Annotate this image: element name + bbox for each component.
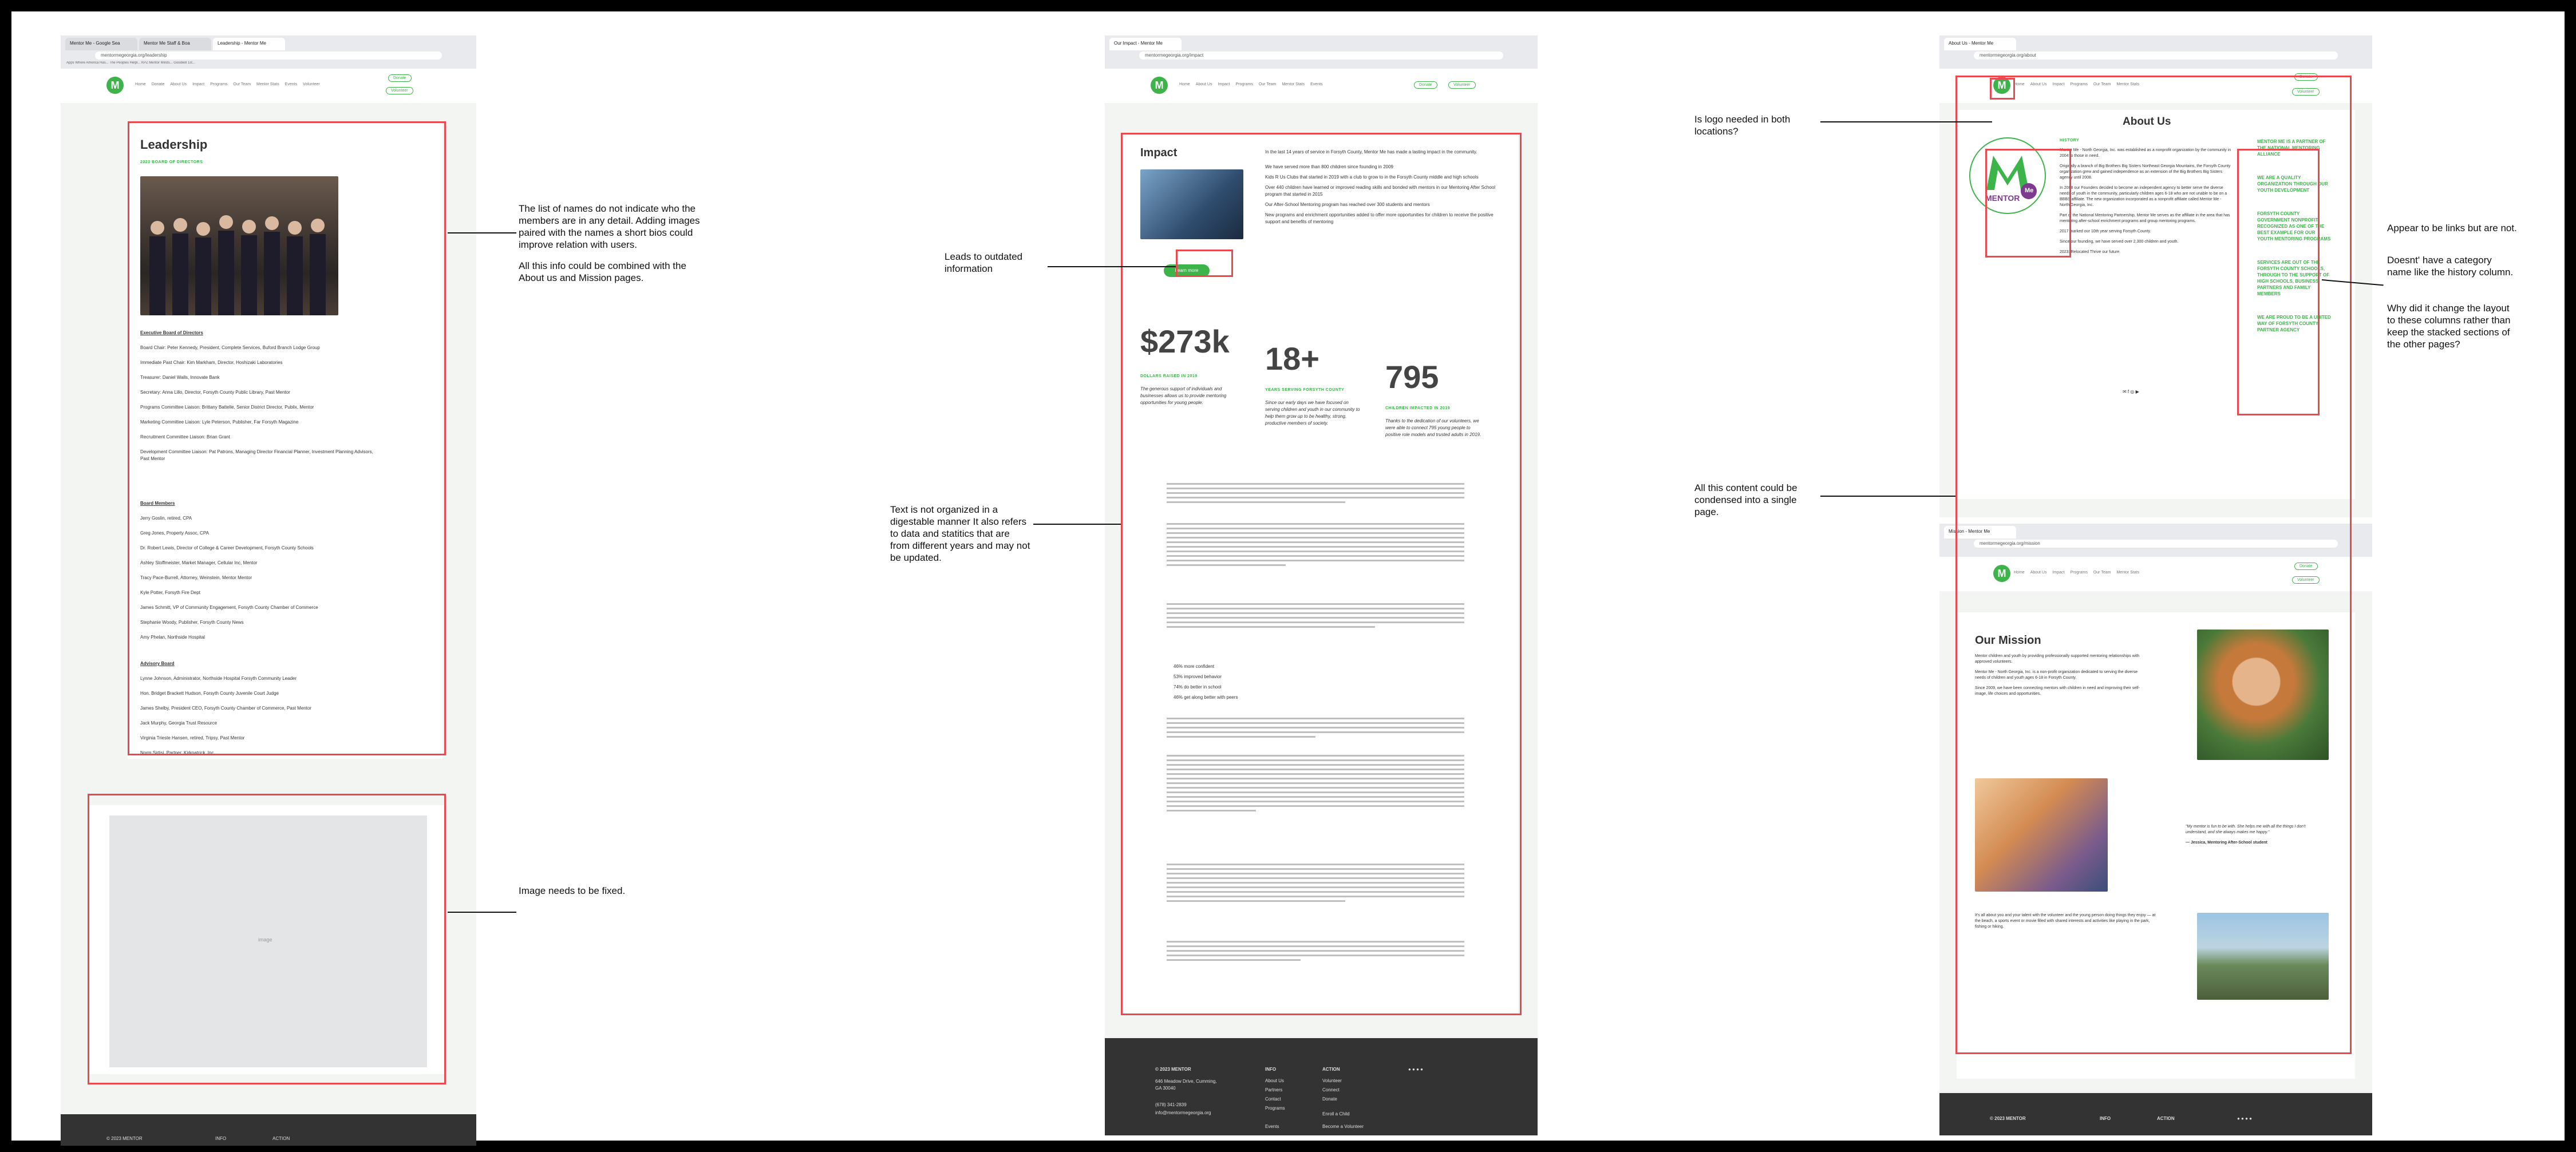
stat-desc: The generous support of individuals and businesses allows us to provide mentoring opportunities for young people. [1140, 386, 1227, 405]
mission-paragraph: Mentor children and youth by providing professionally supported mentoring relationships with approved volunteers. [1975, 654, 2140, 664]
site-header [61, 69, 476, 103]
member-entry: Norm Sirtisi, Partner, Kirkpatrick, Inc. [140, 750, 215, 755]
member-entry: Jack Murphy, Georgia Trust Resource [140, 721, 218, 726]
nav-link[interactable]: Home [2014, 571, 2025, 575]
history-item: Since our founding, we have served over 2,300 children and youth. [2060, 240, 2179, 244]
main-nav [135, 82, 320, 86]
annotation-logo-question: Is logo needed in both locations? [1694, 114, 1791, 137]
callout-item: MENTOR ME IS A PARTNER OF THE NATIONAL MENTORING ALLIANCE [2257, 139, 2326, 157]
browser-tab-active[interactable]: Our Impact - Mentor Me [1109, 38, 1182, 50]
page-title: About Us [2123, 116, 2171, 128]
nav-link[interactable]: Programs [2070, 82, 2088, 86]
markup-box-broken-image [88, 794, 446, 1084]
footer-action-heading: ACTION [272, 1136, 290, 1141]
mentor-logo-icon[interactable]: M [1993, 565, 2010, 582]
footer-org: © 2023 MENTOR [1155, 1067, 1191, 1072]
footer-info-link[interactable]: Partners [1265, 1087, 1283, 1092]
member-entry: Stephanie Woody, Publisher, Forsyth County News [140, 620, 244, 625]
browser-tab[interactable]: Mentor Me - Google Sea [65, 38, 137, 50]
history-label: HISTORY [2060, 138, 2080, 142]
annotation-board [11, 11, 2565, 1141]
testimonial-author: — Jessica, Mentoring After-School student [2186, 841, 2267, 845]
footer-org: © 2023 MENTOR [1990, 1116, 2026, 1121]
markup-box-learn-more [1176, 250, 1233, 277]
footer-phone: (678) 341-2839 [1155, 1102, 1187, 1107]
browser-tab-active[interactable]: Leadership - Mentor Me [213, 38, 285, 50]
member-entry: James Shelby, President CEO, Forsyth County Chamber of Commerce, Past Mentor [140, 706, 312, 711]
member-entry: Hon. Bridget Brackett Hudson, Forsyth County Juvenile Court Judge [140, 691, 279, 696]
footer-action-link[interactable]: Volunteer [1322, 1078, 1342, 1083]
leader-line [1820, 121, 1992, 122]
mission-paragraph: Mentor Me - North Georgia, Inc. is a non-profit organization dedicated to serving the diverse needs of children and youth ages 6-18 in Forsyth County. [1975, 670, 2138, 680]
nav-link[interactable]: Programs [1235, 82, 1253, 86]
impact-bullet: New programs and enrichment opportunities added to offer more opportunities for children to receive the positive support and benefits of mentoring [1265, 212, 1494, 224]
page-title: Leadership [140, 137, 208, 152]
annotation-outdated-info: Leads to outdated information [945, 251, 1023, 274]
nav-link[interactable]: Our Team [233, 82, 251, 86]
nav-link[interactable]: Programs [2070, 571, 2088, 575]
learn-more-button[interactable]: Learn more [1164, 264, 1210, 277]
member-entry: Secretary: Anna Lillo, Director, Forsyth County Public Library, Past Mentor [140, 390, 290, 395]
outcome-bullet: 46% more confident [1174, 664, 1215, 669]
browser-tab-active[interactable]: Mission - Mentor Me [1944, 526, 2016, 539]
member-entry: Amy Phelan, Northside Hospital [140, 635, 205, 640]
history-item: 2017 marked our 10th year serving Forsyth County. [2060, 229, 2151, 233]
volunteer-button[interactable]: Volunteer [2292, 576, 2320, 584]
outcome-bullet: 53% improved behavior [1174, 674, 1222, 679]
member-entry: James Schmitt, VP of Community Engagement, Forsyth County Chamber of Commerce [140, 605, 318, 610]
stat-value: 18+ [1265, 341, 1319, 377]
nav-link[interactable]: Home [135, 82, 146, 86]
section-heading: Board Members [140, 501, 175, 506]
donate-button[interactable]: Donate [2294, 73, 2318, 81]
intro-text: In the last 14 years of service in Forsyth County, Mentor Me has made a lasting impact in the community. [1265, 149, 1477, 155]
impact-bullet: Over 440 children have learned or improved reading skills and bonded with mentors in our Mentoring After School program that started in 2015 [1265, 185, 1495, 197]
footer-org: © 2023 MENTOR [106, 1136, 143, 1141]
stat-value: $273k [1140, 323, 1230, 359]
annotation-layout-change: Why did it change the layout to these columns rather than keep the stacked sections of the other pages? [2387, 303, 2511, 350]
volunteer-button[interactable]: Volunteer [386, 87, 413, 94]
site-footer [1939, 1093, 2372, 1135]
stat-desc: Thanks to the dedication of our volunteers, we were able to connect 795 young people to positive role models and trusted adults in 2019. [1385, 418, 1481, 437]
leader-line [1820, 496, 1955, 497]
testimonial-quote: "My mentor is fun to be with. She helps me with all the things I don't understand, and she always makes me happy." [2186, 825, 2306, 834]
callout-item: SERVICES ARE OUT OF THE FORSYTH COUNTY SCHOOLS, THROUGH TO THE SUPPORT OF HIGH SCHOOLS, BUSINESS PARTNERS AND FAMILY MEMBERS [2257, 260, 2330, 296]
nav-link[interactable]: Our Team [1258, 82, 1277, 86]
footer-info-heading: INFO [2100, 1116, 2111, 1121]
footer-info-link[interactable]: About Us [1265, 1078, 1284, 1083]
mentor-logo-icon[interactable]: M [106, 77, 124, 94]
member-entry: Board Chair: Peter Kennedy, President, Complete Services, Buford Branch Lodge Group [140, 345, 320, 350]
address-bar[interactable]: mentormegeorgia.org/leadership [95, 52, 442, 60]
site-footer [61, 1114, 476, 1146]
nav-link[interactable]: Mentor Stats [2116, 82, 2140, 86]
footer-action-link[interactable]: Donate [1322, 1096, 1337, 1102]
nav-link[interactable]: About Us [1195, 82, 1212, 86]
callout-item: WE ARE A QUALITY ORGANIZATION THROUGH OUR YOUTH DEVELOPMENT [2257, 175, 2328, 193]
nav-link[interactable]: Events [285, 82, 298, 86]
site-header [1105, 69, 1538, 103]
markup-box-condense-pages [1955, 76, 2352, 1054]
member-entry: Dr. Robert Lewis, Director of College & Career Development, Forsyth County Schools [140, 545, 314, 551]
member-entry: Recruitment Committee Liaison: Brian Grant [140, 434, 230, 440]
nav-link[interactable]: Impact [192, 82, 205, 86]
footer-address: 646 Meadow Drive, Cumming, GA 30040 [1155, 1079, 1217, 1091]
annotation-names-list: The list of names do not indicate who the members are in any detail. Adding images paired with the names a short bios could improve relation with users. [519, 203, 700, 250]
history-item: Mentor Me - North Georgia, Inc. was established as a nonprofit organization by the community in 2004 to those in need. [2060, 148, 2231, 158]
footer-info-link[interactable]: Programs [1265, 1106, 1285, 1111]
broken-image-icon: image [258, 937, 272, 943]
social-icons[interactable]: ● ● ● ● [1408, 1067, 1423, 1072]
nav-link[interactable]: Impact [1218, 82, 1230, 86]
annotation-combine-pages: All this info could be combined with the About us and Mission pages. [519, 260, 686, 283]
annotation-fix-image: Image needs to be fixed. [519, 885, 626, 896]
page-title: Our Mission [1975, 634, 2041, 647]
browser-tab-active[interactable]: About Us - Mentor Me [1944, 38, 2016, 50]
stat-desc: Since our early days we have focused on serving children and youth in our community to help them grow up to be healthy, strong, productive members of society. [1265, 400, 1360, 426]
browser-chrome [61, 35, 476, 69]
member-entry: Greg Jones, Property Assoc, CPA [140, 531, 209, 536]
mission-paragraph: Since 2009, we have been connecting mentors with children in need and improving their self-image, life choices and opportunities. [1975, 686, 2140, 696]
annotation-fake-links: Appear to be links but are not. [2387, 223, 2517, 233]
nav-link[interactable]: Volunteer [303, 82, 320, 86]
history-item: Part of the National Mentoring Partnership, Mentor Me serves as the affiliate in the area that has mentoring after-school enrichment programs and group mentoring programs. [2060, 213, 2230, 223]
nav-link[interactable]: About Us [2030, 571, 2047, 575]
nav-link[interactable]: About Us [170, 82, 187, 86]
footer-info-heading: INFO [215, 1136, 227, 1141]
address-bar[interactable]: mentormegeorgia.org/impact [1139, 52, 1503, 60]
mentor-logo-icon[interactable]: M [1993, 77, 2010, 94]
member-entry: Treasurer: Daniel Walls, Innovate Bank [140, 375, 220, 380]
history-item: 2023: Relocated Thrive our future. [2060, 250, 2121, 254]
member-entry: Virginia Trieste Hansen, retired, Tripsy, Past Mentor [140, 735, 245, 741]
stat-label: DOLLARS RAISED IN 2019 [1140, 374, 1198, 378]
bookmarks-bar[interactable]: Apps Where America Has... The Peoples Helpl... KPZ Mentor Minds... Goodwill 1st... [66, 61, 195, 65]
browser-tab[interactable]: Mentor Me Staff & Boa [139, 38, 211, 50]
browser-chrome [1105, 35, 1538, 69]
outcome-bullet: 74% do better in school [1174, 684, 1222, 690]
mission-closing-text: It's all about you and your talent with the volunteer and the young person doing things they enjoy — at the beach, a sports event or movie filled with shared interests and activities like playing in the park, fishing or hiking. [1975, 913, 2156, 929]
volunteer-button[interactable]: Volunteer [1448, 81, 1476, 89]
footer-action-heading: ACTION [1322, 1067, 1340, 1072]
annotation-category-name: Doesnt' have a category name like the history column. [2387, 255, 2514, 278]
member-entry: Ashley Stoffmeister, Market Manager, Cellular Inc, Mentor [140, 560, 258, 565]
nav-link[interactable]: Impact [2052, 571, 2065, 575]
callout-item: FORSYTH COUNTY GOVERNMENT NONPROFIT RECOGNIZED AS ONE OF THE BEST EXAMPLE FOR OUR YOUTH MENTORING PROGRAMS [2257, 211, 2331, 242]
callout-item: WE ARE PROUD TO BE A UNITED WAY OF FORSYTH COUNTY PARTNER AGENCY [2257, 315, 2331, 332]
stat-value: 795 [1385, 359, 1439, 395]
footer-action-link[interactable]: Connect [1322, 1087, 1340, 1092]
donate-button[interactable]: Donate [1414, 81, 1437, 89]
member-entry: Lynne Johnson, Administrator, Northside Hospital Forsyth Community Leader [140, 676, 297, 681]
mentor-logo-icon[interactable]: M [1151, 77, 1168, 94]
nav-link[interactable]: Impact [2052, 82, 2065, 86]
member-entry: Marketing Committee Liaison: Lyle Peterson, Publisher, Far Forsyth Magazine [140, 419, 299, 425]
nav-link[interactable]: Our Team [2093, 82, 2111, 86]
impact-bullet: We have served more than 800 children since founding in 2009 [1265, 164, 1393, 169]
leader-line [448, 232, 516, 233]
leader-line [1048, 266, 1176, 267]
donate-button[interactable]: Donate [388, 74, 412, 82]
nav-link[interactable]: Home [2014, 82, 2025, 86]
address-bar[interactable]: mentormegeorgia.org/about [1974, 52, 2338, 60]
footer-action-link[interactable]: Enroll a Child [1322, 1111, 1350, 1117]
page-title: Impact [1140, 147, 1178, 159]
nav-link[interactable]: Home [1179, 82, 1190, 86]
member-entry: Jerry Goslin, retired, CPA [140, 516, 192, 521]
annotation-text-organization: Text is not organized in a digestable manner It also refers to data and statitics that are from different years and may not be updated. [890, 504, 1030, 563]
stat-label: YEARS SERVING FORSYTH COUNTY [1265, 388, 1345, 392]
nav-link[interactable]: Mentor Stats [256, 82, 279, 86]
history-item: Originally a branch of Big Brothers Big Sisters Northeast Georgia Mountains, the Forsyth County organization grew and gained independence as an extension of the Big Brothers Big Sisters agency until 2008. [2060, 164, 2231, 180]
history-item: In 2008 our Founders decided to become an independent agency to better serve the diverse needs of youth in the community, particularly children ages 6-18 who are not unable to be on a BBBS affiliate. The new organization incorporated as a nonprofit affiliate called Mentor Me - North Georgia, Inc. [2060, 186, 2227, 207]
social-icons[interactable]: ✉ f ◎ ▶ [2123, 389, 2139, 394]
address-bar[interactable]: mentormegeorgia.org/mission [1974, 540, 2338, 548]
footer-email[interactable]: info@mentormegeorgia.org [1155, 1110, 1211, 1115]
stat-label: CHILDREN IMPACTED IN 2019 [1385, 406, 1451, 410]
impact-bullet: Kids R Us Clubs that started in 2019 with a club to grow to in the Forsyth County middle and high schools [1265, 175, 1479, 180]
main-nav [1179, 82, 1323, 86]
nav-link[interactable]: Programs [210, 82, 228, 86]
footer-info-link[interactable]: Contact [1265, 1096, 1281, 1102]
donate-button[interactable]: Donate [2294, 563, 2318, 570]
page-subtitle: 2023 BOARD OF DIRECTORS [140, 160, 203, 164]
member-entry: Tracy Pace-Burrell, Attorney, Weinstein, Mentor Mentor [140, 575, 252, 580]
logo-wordmark: MENTOR [1985, 193, 2020, 203]
member-entry: Programs Committee Liaison: Brittany Battelle, Senior District Director, Publix, Mentor [140, 405, 314, 410]
annotation-condense: All this content could be condensed into a single page. [1694, 482, 1797, 517]
nav-link[interactable]: About Us [2030, 82, 2047, 86]
outcome-bullet: 46% get along better with peers [1174, 695, 1238, 700]
member-entry: Development Committee Liaison: Pat Patrons, Managing Director Financial Planner, Investment Planning Advisors, Past Mentor [140, 449, 373, 461]
nav-link[interactable]: Mentor Stats [2116, 571, 2140, 575]
nav-link[interactable]: Mentor Stats [1282, 82, 1305, 86]
impact-bullet: Our After-School Mentoring program has reached over 300 students and mentors [1265, 202, 1430, 207]
logo-badge: Me [2025, 187, 2034, 194]
leader-line [448, 912, 516, 913]
nav-link[interactable]: Donate [151, 82, 165, 86]
site-footer [1105, 1038, 1538, 1135]
footer-info-heading: INFO [1265, 1067, 1277, 1072]
social-icons[interactable]: ● ● ● ● [2237, 1116, 2252, 1121]
section-heading: Advisory Board [140, 661, 175, 666]
nav-link[interactable]: Our Team [2093, 571, 2111, 575]
markup-box-names-list [128, 121, 446, 755]
footer-info-link[interactable]: Events [1265, 1124, 1279, 1129]
leader-line [1033, 524, 1121, 525]
footer-action-heading: ACTION [2157, 1116, 2175, 1121]
member-entry: Immediate Past Chair: Kim Markham, Director, Hoshizaki Laboratories [140, 360, 283, 365]
member-entry: Kyle Potter, Forsyth Fire Dept [140, 590, 200, 595]
section-heading: Executive Board of Directors [140, 330, 203, 335]
browser-chrome [1939, 35, 2372, 69]
footer-action-link[interactable]: Become a Volunteer [1322, 1124, 1364, 1129]
nav-link[interactable]: Events [1310, 82, 1323, 86]
volunteer-button[interactable]: Volunteer [2292, 88, 2320, 96]
